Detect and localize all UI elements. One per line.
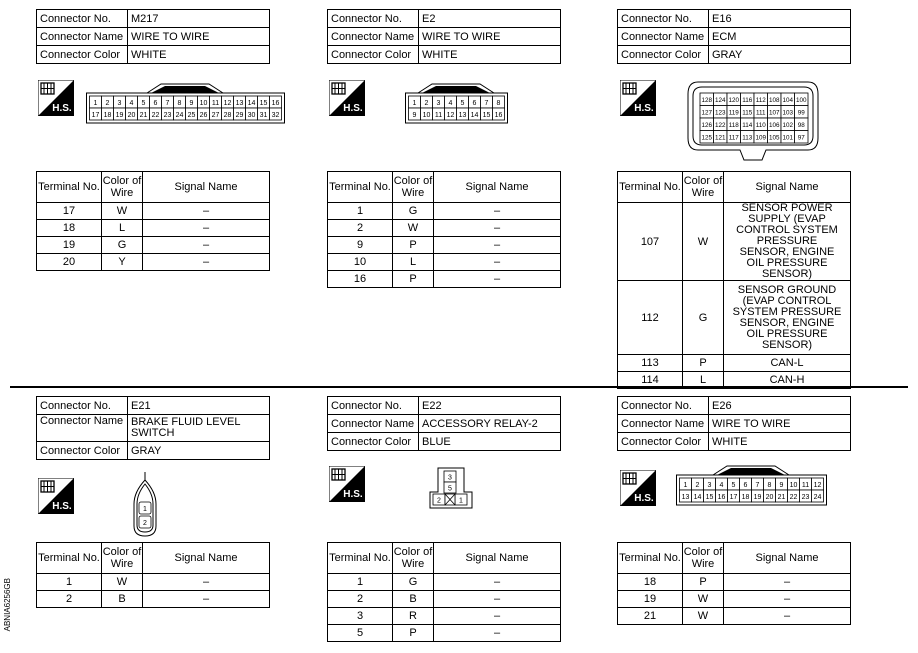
terminal-no-cell: 3 (328, 608, 393, 625)
lock-tab (422, 86, 490, 93)
terminal-no-cell: 2 (37, 591, 102, 608)
connector-no-label: Connector No. (618, 397, 709, 415)
signal-name-cell: – (434, 203, 561, 220)
terminal-no-cell: 18 (37, 220, 102, 237)
signal-name-cell: – (724, 591, 851, 608)
wire-color-cell: W (102, 574, 143, 591)
pin-number: 27 (211, 112, 220, 119)
connector-color-label: Connector Color (328, 433, 419, 451)
hs-label: H.S. (343, 489, 363, 500)
signal-name-cell: – (143, 203, 270, 220)
pin-number: 26 (199, 112, 208, 119)
pin-number: 3 (436, 100, 441, 107)
terminal-no-cell: 1 (328, 203, 393, 220)
terminal-row (328, 203, 561, 220)
terminal-row (618, 574, 851, 591)
wire-color-cell: B (102, 591, 143, 608)
pin-number: 5 (731, 482, 736, 489)
pin-number: 25 (187, 112, 196, 119)
connector-color-value: GRAY (709, 46, 851, 64)
pin-number: 12 (223, 100, 232, 107)
connector-no-value: E26 (709, 397, 851, 415)
terminal-row (328, 237, 561, 254)
pin-number: 21 (777, 494, 786, 501)
signal-name-header: Signal Name (143, 543, 270, 574)
pin-number: 23 (801, 494, 810, 501)
pin-number: 113 (742, 134, 753, 142)
terminal-row (37, 574, 270, 591)
connector-info-m217 (36, 9, 270, 64)
pin-number: 3 (707, 482, 712, 489)
connector-name-label: Connector Name (328, 415, 419, 433)
signal-name-header: Signal Name (434, 543, 561, 574)
terminal-no-header: Terminal No. (618, 172, 683, 203)
connector-face-e16 (684, 78, 822, 164)
connector-name-value: BRAKE FLUID LEVEL SWITCH (128, 415, 270, 442)
pin-number: 15 (259, 100, 268, 107)
signal-name-cell: – (143, 574, 270, 591)
pin-number: 114 (742, 122, 753, 129)
wire-color-cell: P (393, 625, 434, 642)
connector-no-label: Connector No. (37, 397, 128, 415)
pin-number: 19 (115, 112, 124, 119)
pin-number: 9 (412, 112, 417, 119)
pin-number: 11 (211, 100, 220, 107)
hs-icon (38, 80, 74, 116)
pin-number: 18 (741, 494, 750, 501)
pin-number: 28 (223, 112, 232, 119)
pin-number: 7 (165, 100, 170, 107)
pin-number: 125 (701, 134, 713, 142)
signal-name-cell: – (434, 608, 561, 625)
connector-name-value: ECM (709, 28, 851, 46)
pin-number: 5 (448, 485, 452, 493)
terminal-row (37, 591, 270, 608)
connector-info-e16 (617, 9, 851, 64)
pin-number: 8 (496, 100, 501, 107)
signal-name-cell: – (434, 591, 561, 608)
hs-label: H.S. (634, 103, 654, 114)
pin-number: 2 (695, 482, 700, 489)
signal-name-cell: – (434, 254, 561, 271)
pin-number: 14 (247, 100, 256, 107)
terminal-no-cell: 1 (37, 574, 102, 591)
connector-name-value: ACCESSORY RELAY-2 (419, 415, 561, 433)
connector-name-value: WIRE TO WIRE (128, 28, 270, 46)
color-of-wire-header: Color of Wire (393, 172, 434, 203)
wire-color-cell: W (683, 608, 724, 625)
pin-number: 102 (782, 122, 794, 129)
wire-color-cell: G (393, 574, 434, 591)
pin-number: 5 (141, 100, 146, 107)
wire-color-cell: P (683, 574, 724, 591)
terminal-no-cell: 18 (618, 574, 683, 591)
hs-label: H.S. (343, 103, 363, 114)
pin-number: 3 (117, 100, 122, 107)
pin-number: 103 (782, 109, 794, 117)
pin-number: 117 (728, 134, 739, 142)
pin-number: 1 (459, 497, 463, 505)
terminal-no-cell: 1 (328, 574, 393, 591)
color-of-wire-header: Color of Wire (683, 543, 724, 574)
color-of-wire-header: Color of Wire (683, 172, 724, 203)
signal-name-cell: SENSOR POWER SUPPLY (EVAP CONTROL SYSTEM PRESSURE SENSOR, ENGINE OIL PRESSURE SENSOR) (724, 203, 851, 281)
color-of-wire-header: Color of Wire (102, 543, 143, 574)
pin-number: 115 (742, 109, 753, 117)
pin-number: 4 (719, 482, 724, 489)
terminal-no-cell: 21 (618, 608, 683, 625)
hs-icon (620, 80, 656, 116)
connector-no-label: Connector No. (328, 397, 419, 415)
signal-name-cell: SENSOR GROUND (EVAP CONTROL SYSTEM PRESSURE SENSOR, ENGINE OIL PRESSURE SENSOR) (724, 281, 851, 355)
color-of-wire-header: Color of Wire (393, 543, 434, 574)
pin-number: 124 (714, 97, 726, 104)
section-divider (10, 386, 908, 388)
pin-number: 110 (755, 122, 766, 129)
terminal-table-e21 (36, 542, 270, 608)
pin-number: 101 (782, 134, 794, 142)
pin-number: 116 (742, 97, 753, 104)
terminal-table-e22 (327, 542, 561, 642)
hs-label: H.S. (52, 501, 72, 512)
terminal-no-header: Terminal No. (328, 172, 393, 203)
terminal-no-cell: 107 (618, 203, 683, 281)
signal-name-cell: – (434, 271, 561, 288)
pin-number: 15 (705, 494, 714, 501)
harness-side-icon (329, 466, 365, 502)
terminal-no-cell: 2 (328, 591, 393, 608)
terminal-no-cell: 16 (328, 271, 393, 288)
connector-name-value: WIRE TO WIRE (419, 28, 561, 46)
terminal-no-header: Terminal No. (37, 172, 102, 203)
connector-color-label: Connector Color (618, 46, 709, 64)
hs-icon (620, 470, 656, 506)
pin-number: 121 (714, 134, 726, 142)
terminal-row (618, 608, 851, 625)
pin-number: 107 (768, 109, 780, 117)
pin-number: 31 (259, 112, 268, 119)
signal-name-cell: CAN-L (724, 355, 851, 372)
terminal-no-cell: 112 (618, 281, 683, 355)
connector-no-label: Connector No. (618, 10, 709, 28)
pin-number: 12 (446, 112, 455, 119)
connector-face-m217 (86, 80, 296, 126)
pin-number: 11 (801, 482, 810, 489)
terminal-row (37, 203, 270, 220)
hs-icon (329, 466, 365, 502)
wire-color-cell: P (393, 271, 434, 288)
pin-number: 17 (729, 494, 738, 501)
pin-number: 14 (470, 112, 479, 119)
pin-number: 126 (701, 122, 713, 129)
terminal-no-cell: 19 (618, 591, 683, 608)
harness-side-icon (620, 470, 656, 506)
pin-number: 21 (139, 112, 148, 119)
wire-color-cell: G (102, 237, 143, 254)
connector-color-label: Connector Color (37, 442, 128, 460)
connector-face-e2 (405, 80, 517, 126)
pin-number: 23 (163, 112, 172, 119)
pin-number: 2 (105, 100, 110, 107)
connector-no-value: E21 (128, 397, 270, 415)
pin-number: 5 (460, 100, 465, 107)
signal-name-cell: – (434, 625, 561, 642)
signal-name-cell: – (143, 220, 270, 237)
harness-side-icon (38, 80, 74, 116)
pin-number: 13 (681, 494, 690, 501)
pin-number: 97 (797, 134, 805, 142)
terminal-table-e2 (327, 171, 561, 288)
pin-number: 24 (175, 112, 184, 119)
wire-color-cell: Y (102, 254, 143, 271)
wire-color-cell: W (683, 591, 724, 608)
pin-number: 108 (768, 97, 780, 104)
connector-color-value: WHITE (128, 46, 270, 64)
terminal-row (328, 220, 561, 237)
terminal-row (618, 281, 851, 355)
wire-color-cell: L (393, 254, 434, 271)
pin-number: 16 (717, 494, 726, 501)
terminal-no-header: Terminal No. (328, 543, 393, 574)
terminal-row (618, 355, 851, 372)
wire-color-cell: W (683, 203, 724, 281)
terminal-no-cell: 17 (37, 203, 102, 220)
pin-number: 9 (189, 100, 194, 107)
pin-number: 119 (728, 109, 739, 117)
terminal-table-e26 (617, 542, 851, 625)
signal-name-header: Signal Name (724, 172, 851, 203)
pin-number: 2 (424, 100, 429, 107)
connector-no-label: Connector No. (37, 10, 128, 28)
pin-number: 9 (779, 482, 784, 489)
terminal-row (328, 271, 561, 288)
connector-face-e26 (676, 462, 836, 508)
pin-number: 15 (482, 112, 491, 119)
connector-info-e26 (617, 396, 851, 451)
signal-name-cell: – (434, 220, 561, 237)
pin-number: 16 (494, 112, 503, 119)
wire-color-cell: P (393, 237, 434, 254)
signal-name-cell: – (143, 254, 270, 271)
pin-number: 10 (422, 112, 431, 119)
connector-info-e21 (36, 396, 270, 460)
pin-number: 13 (235, 100, 244, 107)
pin-number: 13 (458, 112, 467, 119)
pin-number: 18 (103, 112, 112, 119)
hs-label: H.S. (634, 493, 654, 504)
terminal-no-header: Terminal No. (618, 543, 683, 574)
connector-color-label: Connector Color (618, 433, 709, 451)
terminal-row (618, 591, 851, 608)
connector-face-e22 (428, 466, 474, 510)
signal-name-cell: CAN-H (724, 372, 851, 389)
pin-number: 3 (448, 474, 452, 482)
signal-name-header: Signal Name (434, 172, 561, 203)
connector-color-label: Connector Color (37, 46, 128, 64)
pin-number: 1 (143, 506, 147, 513)
terminal-no-cell: 113 (618, 355, 683, 372)
connector-color-label: Connector Color (328, 46, 419, 64)
terminal-row (618, 203, 851, 281)
pin-number: 20 (127, 112, 136, 119)
terminal-row (328, 608, 561, 625)
terminal-no-cell: 2 (328, 220, 393, 237)
connector-info-e22 (327, 396, 561, 451)
pin-number: 105 (768, 134, 780, 142)
signal-name-cell: – (143, 591, 270, 608)
pin-number: 99 (797, 109, 805, 117)
pin-number: 22 (789, 494, 798, 501)
terminal-row (328, 625, 561, 642)
pin-number: 104 (782, 97, 794, 104)
connector-info-e2 (327, 9, 561, 64)
pin-number: 127 (701, 109, 713, 117)
connector-face-e21 (130, 470, 160, 538)
pin-number: 22 (151, 112, 160, 119)
terminal-table-m217 (36, 171, 270, 271)
connector-color-value: WHITE (709, 433, 851, 451)
terminal-row (328, 254, 561, 271)
lock-tab (717, 468, 785, 475)
signal-name-cell: – (724, 608, 851, 625)
connector-name-value: WIRE TO WIRE (709, 415, 851, 433)
pin-number: 2 (143, 520, 147, 527)
connector-color-value: GRAY (128, 442, 270, 460)
wire-color-cell: L (683, 372, 724, 389)
hs-icon (329, 80, 365, 116)
hs-label: H.S. (52, 103, 72, 114)
pin-number: 7 (484, 100, 489, 107)
terminal-row (328, 574, 561, 591)
pin-number: 128 (701, 97, 713, 104)
wire-color-cell: B (393, 591, 434, 608)
terminal-no-cell: 114 (618, 372, 683, 389)
pin-number: 14 (693, 494, 702, 501)
pin-number: 19 (753, 494, 762, 501)
pin-number: 106 (768, 122, 780, 129)
terminal-table-e16 (617, 171, 851, 389)
signal-name-cell: – (434, 237, 561, 254)
pin-number: 6 (153, 100, 158, 107)
pin-number: 24 (813, 494, 822, 501)
pin-number: 10 (199, 100, 208, 107)
connector-name-label: Connector Name (37, 415, 128, 442)
pin-number: 4 (448, 100, 453, 107)
wire-color-cell: W (102, 203, 143, 220)
pin-number: 122 (714, 122, 726, 129)
terminal-row (37, 220, 270, 237)
pin-number: 32 (271, 112, 280, 119)
terminal-no-cell: 9 (328, 237, 393, 254)
terminal-no-cell: 5 (328, 625, 393, 642)
terminal-no-header: Terminal No. (37, 543, 102, 574)
pin-number: 100 (795, 97, 807, 104)
signal-name-cell: – (143, 237, 270, 254)
connector-color-value: BLUE (419, 433, 561, 451)
pin-number: 29 (235, 112, 244, 119)
pin-number: 120 (728, 97, 740, 104)
pin-number: 111 (755, 109, 766, 117)
signal-name-cell: – (724, 574, 851, 591)
harness-side-icon (38, 478, 74, 514)
pin-number: 1 (683, 482, 688, 489)
signal-name-cell: – (434, 574, 561, 591)
pin-number: 6 (743, 482, 748, 489)
terminal-no-cell: 20 (37, 254, 102, 271)
pin-number: 6 (472, 100, 477, 107)
pin-number: 30 (247, 112, 256, 119)
pin-number: 4 (129, 100, 134, 107)
connector-no-value: E2 (419, 10, 561, 28)
pin-number: 1 (93, 100, 98, 107)
pin-number: 17 (91, 112, 100, 119)
pin-number: 12 (813, 482, 822, 489)
connector-no-value: E16 (709, 10, 851, 28)
harness-side-icon (329, 80, 365, 116)
terminal-row (37, 254, 270, 271)
connector-name-label: Connector Name (618, 28, 709, 46)
figure-code: ABNIA6256GB (3, 578, 12, 632)
pin-number: 1 (412, 100, 417, 107)
hs-icon (38, 478, 74, 514)
wire-color-cell: P (683, 355, 724, 372)
connector-no-label: Connector No. (328, 10, 419, 28)
pin-number: 16 (271, 100, 280, 107)
wire-color-cell: G (683, 281, 724, 355)
pin-number: 8 (767, 482, 772, 489)
pin-number: 2 (437, 497, 441, 505)
pin-number: 112 (755, 97, 766, 104)
terminal-no-cell: 19 (37, 237, 102, 254)
signal-name-header: Signal Name (724, 543, 851, 574)
signal-name-header: Signal Name (143, 172, 270, 203)
pin-number: 20 (765, 494, 774, 501)
terminal-no-cell: 10 (328, 254, 393, 271)
wire-color-cell: L (102, 220, 143, 237)
wire-color-cell: R (393, 608, 434, 625)
pin-number: 123 (714, 109, 726, 117)
pin-number: 109 (755, 134, 767, 142)
connector-no-value: E22 (419, 397, 561, 415)
connector-name-label: Connector Name (328, 28, 419, 46)
wire-color-cell: G (393, 203, 434, 220)
color-of-wire-header: Color of Wire (102, 172, 143, 203)
terminal-row (328, 591, 561, 608)
pin-number: 7 (755, 482, 760, 489)
lock-tab (151, 86, 219, 93)
pin-number: 8 (177, 100, 182, 107)
connector-name-label: Connector Name (618, 415, 709, 433)
pin-number: 118 (728, 122, 739, 129)
connector-name-label: Connector Name (37, 28, 128, 46)
harness-side-icon (620, 80, 656, 116)
pin-number: 98 (797, 122, 805, 129)
terminal-row (37, 237, 270, 254)
wire-color-cell: W (393, 220, 434, 237)
connector-color-value: WHITE (419, 46, 561, 64)
connector-no-value: M217 (128, 10, 270, 28)
pin-number: 10 (789, 482, 798, 489)
pin-number: 11 (434, 112, 443, 119)
